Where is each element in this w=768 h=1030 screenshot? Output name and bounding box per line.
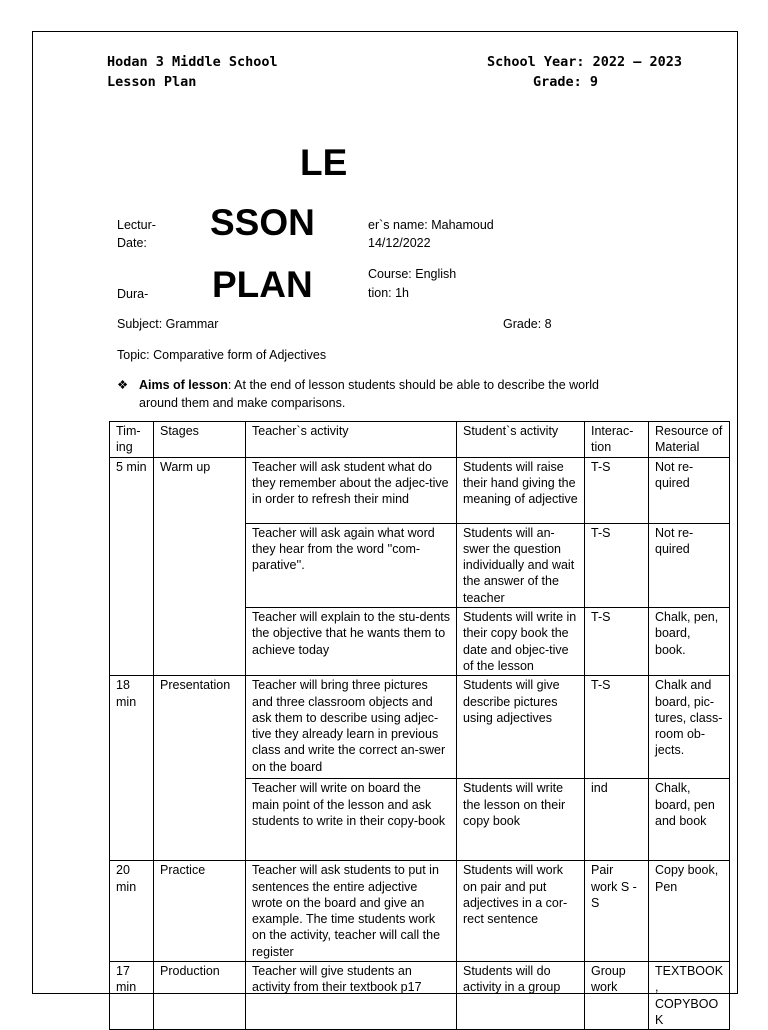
cell-timing: 17 min (110, 962, 154, 1030)
title-line-2: SSON (210, 202, 315, 243)
cell-student-activity: Students will write the lesson on their copy book (457, 779, 585, 861)
header-student-activity: Student`s activity (457, 422, 585, 458)
cell-timing: 20 min (110, 861, 154, 962)
aims-text: : At the end of lesson students should be able to describe the world around them and make comparisons. (139, 378, 599, 410)
header-interaction: Interac-tion (585, 422, 649, 458)
lecturer-name: er`s name: Mahamoud (368, 218, 494, 232)
school-name: Hodan 3 Middle School (107, 54, 278, 70)
cell-stage: Practice (154, 861, 246, 962)
topic: Topic: Comparative form of Adjectives (117, 348, 327, 362)
date-label: Date: (117, 236, 147, 250)
cell-teacher-activity: Teacher will ask again what word they hear from the word ''com-parative''. (246, 523, 457, 607)
table-row (110, 457, 730, 523)
header-stages: Stages (154, 422, 246, 458)
header-grade: Grade: 9 (533, 74, 599, 90)
cell-student-activity: Students will give describe pictures using adjectives (457, 676, 585, 779)
cell-interaction: T-S (585, 608, 649, 676)
table-row (110, 676, 730, 779)
header-timing: Tim-ing (110, 422, 154, 458)
cell-teacher-activity: Teacher will write on board the main point of the lesson and ask students to write in their copy-book (246, 779, 457, 861)
duration-value: tion: 1h (368, 286, 410, 300)
document-type: Lesson Plan (107, 74, 197, 90)
cell-timing: 18 min (110, 676, 154, 861)
cell-resource: Chalk, board, pen and book (649, 779, 730, 861)
diamond-bullet-icon: ❖ (117, 378, 129, 392)
cell-teacher-activity: Teacher will ask student what do they remember about the adjec-tive in order to refresh their mind (246, 457, 457, 523)
table-row (110, 962, 730, 1030)
title-line-1: LE (300, 142, 348, 183)
header-teacher-activity: Teacher`s activity (246, 422, 457, 458)
cell-resource: Chalk and board, pic-tures, class-room ob-jects. (649, 676, 730, 779)
cell-stage: Production (154, 962, 246, 1030)
cell-interaction: T-S (585, 457, 649, 523)
cell-stage: Warm up (154, 457, 246, 676)
cell-resource: Not re-quired (649, 457, 730, 523)
lesson-plan-table (109, 421, 730, 1030)
subject: Subject: Grammar (117, 317, 219, 331)
cell-interaction: Pair work S - S (585, 861, 649, 962)
cell-teacher-activity: Teacher will explain to the stu-dents the objective that he wants them to achieve today (246, 608, 457, 676)
cell-student-activity: Students will an-swer the question individually and wait the answer of the teacher (457, 523, 585, 607)
cell-resource: Chalk, pen, board, book. (649, 608, 730, 676)
header-resource: Resource of Material (649, 422, 730, 458)
course: Course: English (368, 267, 457, 281)
table-row (110, 861, 730, 962)
subject-grade: Grade: 8 (503, 317, 552, 331)
cell-teacher-activity: Teacher will ask students to put in sentences the entire adjective wrote on the board and give an example. The time students work on the activity, teacher will call the register (246, 861, 457, 962)
cell-teacher-activity: Teacher will give students an activity from their textbook p17 (246, 962, 457, 1030)
cell-student-activity: Students will raise their hand giving the meaning of adjective (457, 457, 585, 523)
cell-stage: Presentation (154, 676, 246, 861)
cell-timing: 5 min (110, 457, 154, 676)
aims-label: Aims of lesson (139, 378, 228, 392)
cell-interaction: Group work (585, 962, 649, 1030)
aims-of-lesson (117, 376, 637, 412)
table-header-row (110, 422, 730, 458)
date-value: 14/12/2022 (368, 236, 431, 250)
cell-student-activity: Students will write in their copy book the date and objec-tive of the lesson (457, 608, 585, 676)
cell-resource: TEXTBOOK, COPYBOOK (649, 962, 730, 1030)
cell-resource: Not re-quired (649, 523, 730, 607)
cell-student-activity: Students will do activity in a group (457, 962, 585, 1030)
cell-interaction: ind (585, 779, 649, 861)
lecturer-label: Lectur- (117, 218, 156, 232)
title-line-3: PLAN (212, 264, 313, 305)
cell-resource: Copy book, Pen (649, 861, 730, 962)
school-year: School Year: 2022 – 2023 (487, 54, 683, 70)
cell-student-activity: Students will work on pair and put adjectives in a cor-rect sentence (457, 861, 585, 962)
cell-teacher-activity: Teacher will bring three pictures and three classroom objects and ask them to describe using adjec-tive they already learn in previous class and write the correct an-swer on the board (246, 676, 457, 779)
duration-label: Dura- (117, 287, 149, 301)
cell-interaction: T-S (585, 523, 649, 607)
cell-interaction: T-S (585, 676, 649, 779)
